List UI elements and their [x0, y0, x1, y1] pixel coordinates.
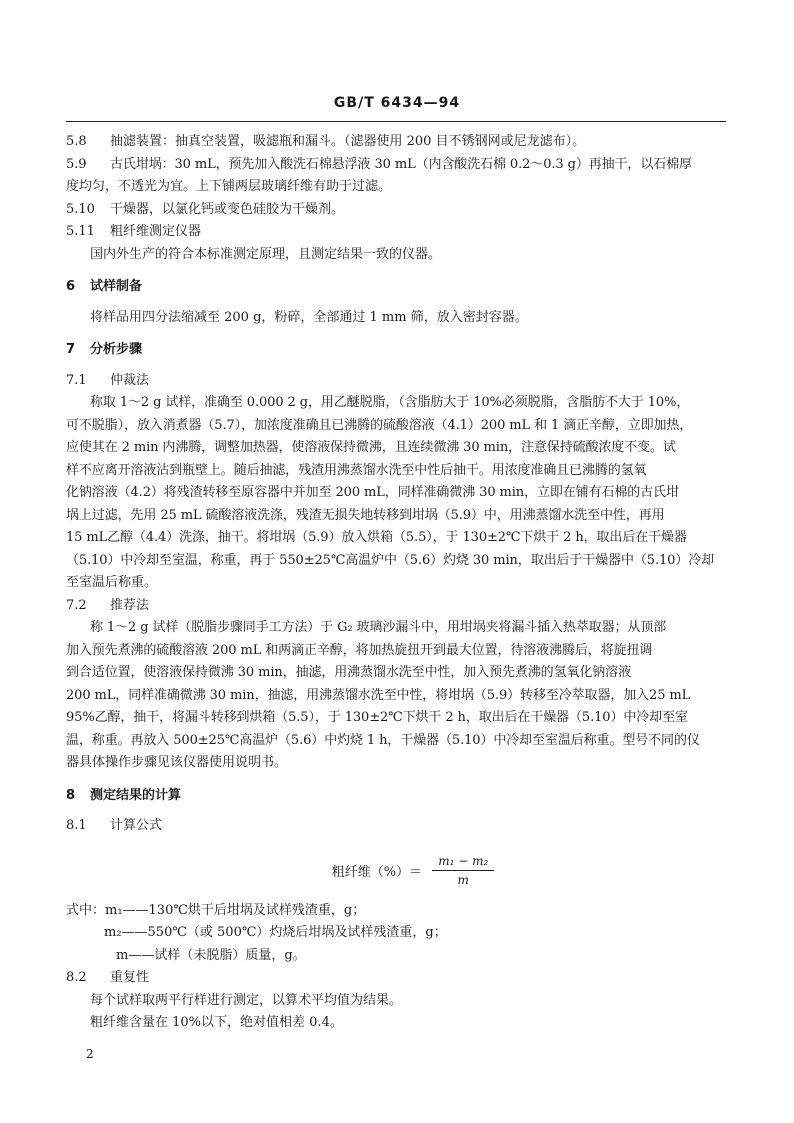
clause-5-11 [66, 221, 730, 244]
clause-5-10 [66, 199, 730, 222]
clause-7-2-heading [66, 595, 730, 618]
clause-number: 8.2 [66, 970, 87, 985]
variable-definition: m——试样（未脱脂）质量，g。 [116, 947, 306, 963]
paragraph-line: 化钠溶液（4.2）将残渣转移至原容器中并加至 200 mL，同样准确微沸 30 min，立即在铺有石棉的古氏坩 [66, 485, 679, 500]
paragraph-line: 可不脱脂），放入消煮器（5.7），加浓度准确且已沸腾的硫酸溶液（4.1）200 mL 和 1 滴正辛醇，立即加热， [66, 417, 693, 433]
section-6-heading [66, 276, 730, 299]
paragraph-line: 称 1～2 g 试样（脱脂步骤同手工方法）于 G₂ 玻璃沙漏斗中，用坩埚夹将漏斗插入热萃取器；从顶部 [90, 620, 667, 635]
paragraph-line: 15 mL乙醇（4.4）洗涤，抽干。将坩埚（5.9）放入烘箱（5.5），于 130±2℃下烘干 2 h，取出后在干燥器 [66, 530, 687, 545]
clause-7-1-heading [66, 370, 730, 393]
paragraph-line: 95%乙醇，抽干，将漏斗转移到烘箱（5.5），于 130±2℃下烘干 2 h，取出后在干燥器（5.10）中冷却至室 [66, 710, 688, 725]
section-number: 8 [66, 787, 76, 803]
clause-title: 重复性 [110, 970, 150, 985]
section-8-heading [66, 785, 730, 808]
clause-text: 抽滤装置：抽真空装置，吸滤瓶和漏斗。（滤器使用 200 目不锈钢网或尼龙滤布）。 [110, 134, 586, 149]
section-7-heading [66, 339, 730, 362]
clause-text: 干燥器，以氯化钙或变色硅胶为干燥剂。 [110, 201, 345, 217]
paragraph-line: 200 mL，同样准确微沸 30 min，抽滤，用沸蒸馏水洗至中性，将坩埚（5.9）转移至冷萃取器，加入25 mL [66, 687, 691, 703]
standard-code-header: GB/T 6434—94 [333, 95, 461, 111]
clause-title: 仲裁法 [110, 372, 150, 388]
paragraph-line: 温，称重。再放入 500±25℃高温炉（5.6）中灼烧 1 h，干燥器（5.10）中冷却至室温后称重。型号不同的仪 [66, 732, 700, 748]
clause-number: 5.10 [66, 201, 95, 217]
paragraph-line: 到合适位置，使溶液保持微沸 30 min，抽滤，用沸蒸馏水洗至中性，加入预先煮沸的氢氧化钠溶液 [66, 665, 631, 680]
formula-fraction [432, 852, 494, 889]
clause-title: 计算公式 [110, 818, 163, 833]
document-body [66, 131, 730, 1035]
section-6-paragraph: 将样品用四分法缩减至 200 g，粉碎，全部通过 1 mm 筛，放入密封容器。 [90, 309, 528, 325]
paragraph-line: 埚上过滤，先用 25 mL 硫酸溶液洗涤，残渣无损失地转移到坩埚（5.9）中，用沸蒸馏水洗至中性，再用 [66, 507, 665, 523]
paragraph-line: 称取 1～2 g 试样，准确至 0.000 2 g，用乙醚脱脂，（含脂肪大于 10%必须脱脂，含脂肪不大于 10%， [90, 395, 690, 410]
clause-number: 5.11 [66, 224, 95, 239]
clause-text: 粗纤维测定仪器 [110, 224, 202, 239]
clause-8-1-heading [66, 815, 730, 838]
page-number: 2 [86, 1047, 94, 1061]
section-number: 7 [66, 342, 76, 357]
crude-fiber-formula [66, 852, 730, 892]
clause-text: 古氏坩埚：30 mL，预先加入酸洗石棉悬浮液 30 mL（内含酸洗石棉 0.2～0.3 g）再抽干，以石棉厚 [110, 156, 692, 172]
header-rule [66, 121, 726, 122]
paragraph-line: 粗纤维含量在 10%以下，绝对值相差 0.4。 [90, 1015, 343, 1030]
paragraph-line: 应使其在 2 min 内沸腾，调整加热器，使溶液保持微沸，且连续微沸 30 min，注意保持硫酸浓度不变。试 [66, 440, 676, 455]
variable-definition: 式中：m₁——130℃烘干后坩埚及试样残渣重，g； [66, 902, 366, 918]
clause-5-9-continuation: 度均匀，不透光为宜。上下铺两层玻璃纤维有助于过滤。 [66, 179, 392, 194]
formula-numerator: m₁ − m₂ [432, 852, 494, 871]
formula-denominator: m [457, 872, 469, 887]
clause-5-8 [66, 131, 730, 154]
clause-number: 8.1 [66, 818, 87, 833]
section-title: 分析步骤 [90, 342, 143, 357]
paragraph-line: 加入预先煮沸的硫酸溶液 200 mL 和两滴正辛醇，将加热旋扭开到最大位置，待溶液沸腾后，将旋扭调 [66, 642, 653, 658]
paragraph-line: 每个试样取两平行样进行测定，以算术平均值为结果。 [90, 992, 403, 1008]
clause-8-2-heading [66, 967, 730, 990]
section-title: 测定结果的计算 [90, 787, 182, 803]
paragraph-line: 至室温后称重。 [66, 575, 158, 590]
clause-5-11-paragraph: 国内外生产的符合本标准测定原理，且测定结果一致的仪器。 [90, 246, 442, 262]
clause-number: 5.8 [66, 134, 87, 149]
clause-number: 7.1 [66, 372, 87, 388]
clause-5-9 [66, 154, 730, 177]
paragraph-line: （5.10）中冷却至室温，称重，再于 550±25℃高温炉中（5.6）灼烧 30 min，取出后于干燥器中（5.10）冷却 [66, 552, 715, 568]
section-number: 6 [66, 279, 76, 294]
clause-title: 推荐法 [110, 597, 150, 613]
variable-definition: m₂——550℃（或 500℃）灼烧后坩埚及试样残渣重，g； [104, 925, 447, 940]
clause-number: 5.9 [66, 156, 87, 172]
clause-number: 7.2 [66, 597, 87, 613]
paragraph-line: 器具体操作步骤见该仪器使用说明书。 [66, 755, 288, 770]
formula-lhs: 粗纤维（%）＝ [331, 864, 423, 880]
paragraph-line: 样不应离开溶液沾到瓶壁上。随后抽滤，残渣用沸蒸馏水洗至中性后抽干。用浓度准确且已沸腾的氢氧 [66, 462, 647, 478]
section-title: 试样制备 [90, 279, 143, 294]
